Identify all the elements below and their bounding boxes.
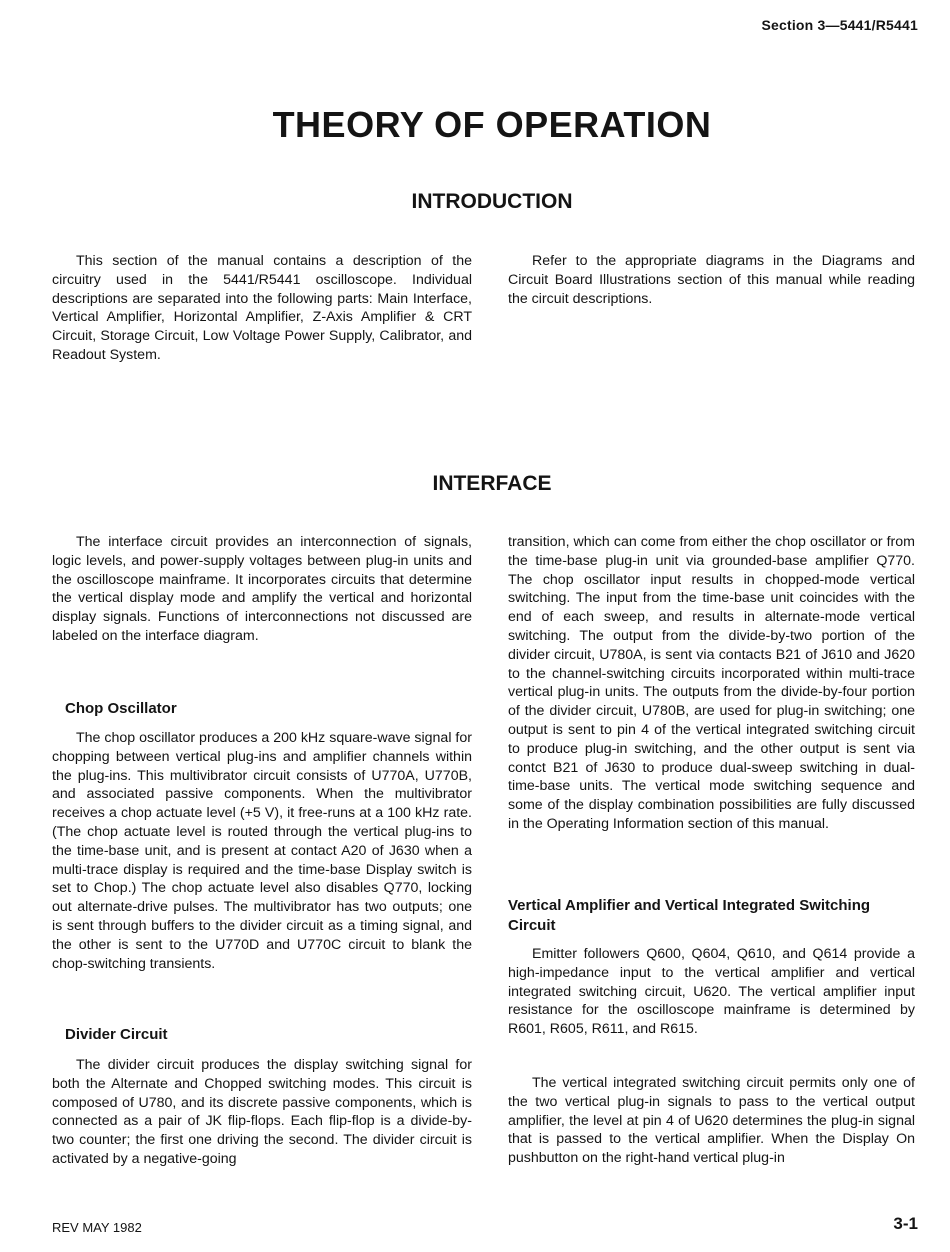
- introduction-right-column: [508, 252, 915, 308]
- page-number: 3-1: [893, 1214, 918, 1233]
- introduction-heading: INTRODUCTION: [411, 190, 573, 213]
- vertical-amplifier-block: [508, 945, 915, 1039]
- chop-oscillator-block: [52, 729, 472, 973]
- page-title: THEORY OF OPERATION: [272, 104, 712, 145]
- chop-oscillator-heading: Chop Oscillator: [65, 700, 177, 717]
- divider-continued-paragraph: transition, which can come from either the chop oscillator or from the time-base plug-in unit via grounded-base amplifier Q770. The chop oscillator input results in chopped-mode vertical switching. The input from the time-base unit coincides with the end of each sweep, and results in alternate-mode vertical switching. The output from the divide-by-two portion of the divider circuit, U780A, is sent via contacts B21 of J610 and J620 to the channel-switching circuits incorporated within multi-trace vertical plug-in units. The outputs from the divide-by-four portion of the divider circuit, U780B, are used for plug-in switching; one output is sent to pin 4 of the vertical integrated switching circuit to produce plug-in switching, and the other output is sent via contct B21 of J630 to produce dual-sweep switching in dual-time-base units. The vertical mode switching sequence and some of the display combination possibilities are fully discussed in the Operating Information section of this manual.: [508, 534, 915, 832]
- interface-intro-paragraph: The interface circuit provides an interconnection of signals, logic levels, and power-supply voltages between plug-in units and the oscilloscope mainframe. It incorporates circuits that determine the vertical display mode and amplify the vertical and horizontal display signals. Functions of interconnections not discussed are labeled on the interface diagram.: [52, 534, 472, 644]
- section-header: Section 3—5441/R5441: [761, 17, 918, 33]
- revision-date: REV MAY 1982: [52, 1220, 142, 1235]
- introduction-reference-paragraph: Refer to the appropriate diagrams in the Diagrams and Circuit Board Illustrations section of this manual while reading the circuit descriptions.: [508, 253, 915, 307]
- interface-heading: INTERFACE: [432, 472, 552, 495]
- vertical-amplifier-heading: Vertical Amplifier and Vertical Integrated Switching Circuit: [508, 897, 871, 934]
- vertical-switching-block: [508, 1074, 915, 1168]
- vertical-amplifier-paragraph-2: The vertical integrated switching circuit permits only one of the two vertical plug-in signals to pass to the vertical output amplifier, the level at pin 4 of U620 determines the plug-in signal that is passed to the vertical amplifier. When the Display On pushbutton on the right-hand vertical plug-in: [508, 1075, 915, 1167]
- introduction-paragraph: This section of the manual contains a description of the circuitry used in the 5441/R5441 oscilloscope. Individual descriptions are separated into the following parts: Main Interface, Vertical Amplifier, Horizontal Amplifier, Z-Axis Amplifier & CRT Circuit, Storage Circuit, Low Voltage Power Supply, Calibrator, and Readout System.: [52, 253, 472, 363]
- introduction-left-column: [52, 252, 472, 365]
- divider-circuit-block: [52, 1056, 472, 1169]
- chop-oscillator-paragraph: The chop oscillator produces a 200 kHz square-wave signal for chopping between vertical plug-ins and amplifier channels within the plug-ins. This multivibrator circuit consists of U770A, U770B, and associated passive components. When the multivibrator receives a chop actuate level (+5 V), it free-runs at a 100 kHz rate. (The chop actuate level is routed through the vertical plug-ins to the time-base unit, and is present at contact A20 of J630 when a multi-trace display is required and the time-base Display switch is set to Chop.) The chop actuate level also disables Q770, locking out alternate-drive pulses. The multivibrator has two outputs; one is sent through buffers to the divider circuit as a timing signal, and the other is sent to the U770D and U770C circuit to blank the chop-switching transients.: [52, 730, 472, 972]
- divider-circuit-paragraph: The divider circuit produces the display switching signal for both the Alternate and Chopped switching modes. This circuit is composed of U780, and its discrete passive components, which is connected as a pair of JK flip-flops. Each flip-flop is a divide-by-two counter; the first one driving the second. The divider circuit is activated by a negative-going: [52, 1057, 472, 1167]
- interface-intro-block: [52, 533, 472, 646]
- divider-continued-block: [508, 533, 915, 834]
- divider-circuit-heading: Divider Circuit: [65, 1026, 168, 1043]
- vertical-amplifier-paragraph-1: Emitter followers Q600, Q604, Q610, and Q614 provide a high-impedance input to the vertical amplifier and vertical integrated switching circuit, U620. The vertical amplifier input resistance for the oscilloscope mainframe is determined by R601, R605, R611, and R615.: [508, 946, 915, 1038]
